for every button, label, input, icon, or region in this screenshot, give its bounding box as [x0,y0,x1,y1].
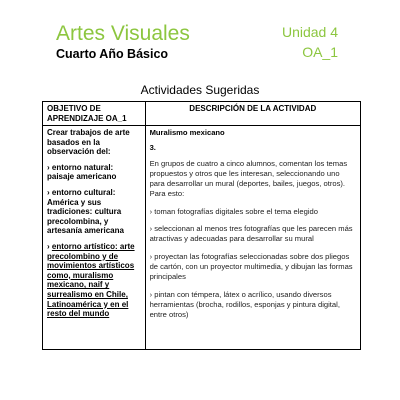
activity-step: › proyectan las fotografías seleccionadas sobre dos pliegos de cartón, con un proyector multimedia, y dibujan las formas principales [149,251,353,282]
activity-table [42,101,361,350]
objective-intro: Crear trabajos de arte basados en la observación del: [47,128,130,157]
activity-step: › toman fotografías digitales sobre el tema elegido [149,206,319,216]
grade-subtitle: Cuarto Año Básico [56,47,169,61]
objective-header: OBJETIVO DE APRENDIZAJE OA_1 [43,102,146,126]
activity-intro: En grupos de cuatro a cinco alumnos, comentan los temas propuestos y otros que les interesan, seleccionando uno para desarrollar un mural (deportes, bailes, juegos, otros). Para esto: [149,158,348,199]
header-left [56,22,190,62]
objective-item-underlined: entorno artístico: arte precolombino y de movimientos artísticos como, muralismo mexicano, naif y surrealismo en Chile, Latinoamérica y en el resto del mundo [47,241,135,319]
description-header: DESCRIPCIÓN DE LA ACTIVIDAD [145,102,360,126]
activity-step: › seleccionan al menos tres fotografías que les parecen más atractivas y adecuadas para desarrollar su mural [149,224,353,244]
bullet-prefix: › [47,241,52,251]
header-right [282,24,338,61]
activity-title: Muralismo mexicano [149,128,225,137]
objective-item: › entorno cultural: América y sus tradiciones: cultura precolombina, y artesanía americana [47,187,124,236]
activity-number: 3. [149,143,156,153]
objective-item: › entorno natural: paisaje americano [47,162,117,182]
table-row [43,126,361,350]
objective-item [47,242,141,319]
objective-code: OA_1 [302,44,338,60]
page-title: Artes Visuales [56,22,190,45]
activity-step: › pintan con témpera, látex o acrílico, usando diversos herramientas (brocha, rodillos, esponjas y pintura digital, entre otros) [149,289,340,320]
unit-label: Unidad 4 [281,24,338,40]
table-header-row [43,102,361,126]
section-title: Actividades Sugeridas [140,83,260,97]
description-cell [145,126,360,350]
objective-cell [43,126,146,350]
